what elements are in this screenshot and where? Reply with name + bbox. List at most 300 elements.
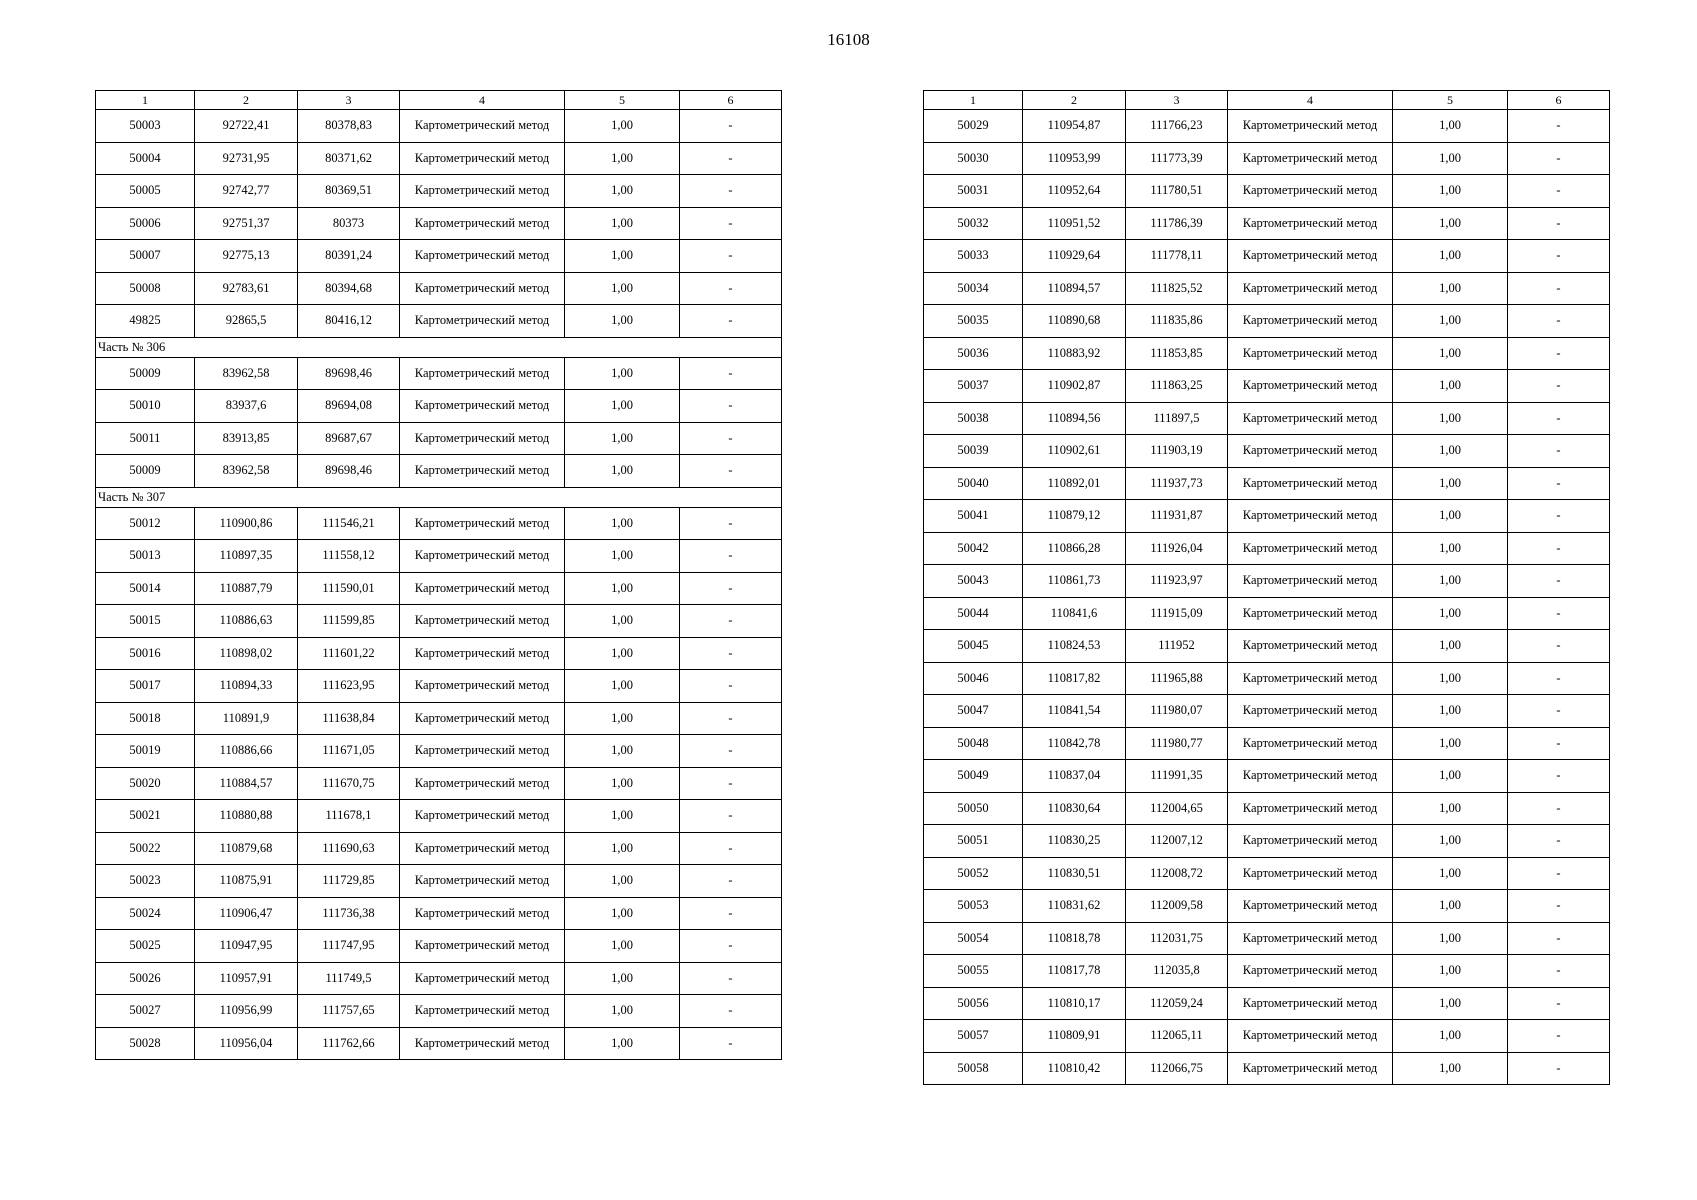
description-cell: - bbox=[1508, 435, 1610, 468]
method-cell: Картометрический метод bbox=[1228, 370, 1393, 403]
y-coordinate-cell: 112059,24 bbox=[1126, 987, 1228, 1020]
accuracy-cell: 1,00 bbox=[1393, 467, 1508, 500]
point-number-cell: 50025 bbox=[96, 930, 195, 963]
point-number-cell: 50032 bbox=[924, 207, 1023, 240]
description-cell: - bbox=[1508, 467, 1610, 500]
table-row bbox=[924, 402, 1610, 435]
point-number-cell: 50018 bbox=[96, 702, 195, 735]
y-coordinate-cell: 111897,5 bbox=[1126, 402, 1228, 435]
y-coordinate-cell: 80394,68 bbox=[298, 272, 400, 305]
coordinates-table-right bbox=[923, 90, 1610, 1085]
point-number-cell: 50007 bbox=[96, 240, 195, 273]
column-header: 5 bbox=[1393, 91, 1508, 110]
x-coordinate-cell: 110952,64 bbox=[1023, 175, 1126, 208]
x-coordinate-cell: 110891,9 bbox=[195, 702, 298, 735]
description-cell: - bbox=[680, 800, 782, 833]
method-cell: Картометрический метод bbox=[1228, 402, 1393, 435]
table-row bbox=[96, 357, 782, 390]
y-coordinate-cell: 80391,24 bbox=[298, 240, 400, 273]
y-coordinate-cell: 112008,72 bbox=[1126, 857, 1228, 890]
x-coordinate-cell: 110817,78 bbox=[1023, 955, 1126, 988]
description-cell: - bbox=[1508, 630, 1610, 663]
table-row bbox=[96, 110, 782, 143]
point-number-cell: 50016 bbox=[96, 637, 195, 670]
y-coordinate-cell: 111546,21 bbox=[298, 507, 400, 540]
point-number-cell: 50038 bbox=[924, 402, 1023, 435]
method-cell: Картометрический метод bbox=[1228, 857, 1393, 890]
x-coordinate-cell: 110954,87 bbox=[1023, 110, 1126, 143]
column-header: 5 bbox=[565, 91, 680, 110]
table-row bbox=[96, 605, 782, 638]
x-coordinate-cell: 110906,47 bbox=[195, 897, 298, 930]
table-row bbox=[924, 695, 1610, 728]
table-row bbox=[924, 370, 1610, 403]
accuracy-cell: 1,00 bbox=[1393, 857, 1508, 890]
x-coordinate-cell: 110947,95 bbox=[195, 930, 298, 963]
accuracy-cell: 1,00 bbox=[1393, 662, 1508, 695]
table-row bbox=[924, 305, 1610, 338]
point-number-cell: 50044 bbox=[924, 597, 1023, 630]
x-coordinate-cell: 110875,91 bbox=[195, 865, 298, 898]
description-cell: - bbox=[680, 670, 782, 703]
accuracy-cell: 1,00 bbox=[1393, 695, 1508, 728]
method-cell: Картометрический метод bbox=[1228, 922, 1393, 955]
accuracy-cell: 1,00 bbox=[565, 735, 680, 768]
table-row bbox=[924, 240, 1610, 273]
column-header: 4 bbox=[400, 91, 565, 110]
accuracy-cell: 1,00 bbox=[1393, 110, 1508, 143]
method-cell: Картометрический метод bbox=[400, 832, 565, 865]
section-label: Часть № 307 bbox=[96, 487, 782, 507]
method-cell: Картометрический метод bbox=[1228, 305, 1393, 338]
method-cell: Картометрический метод bbox=[1228, 337, 1393, 370]
y-coordinate-cell: 111853,85 bbox=[1126, 337, 1228, 370]
y-coordinate-cell: 112065,11 bbox=[1126, 1020, 1228, 1053]
table-row bbox=[96, 572, 782, 605]
table-row bbox=[924, 922, 1610, 955]
x-coordinate-cell: 92783,61 bbox=[195, 272, 298, 305]
method-cell: Картометрический метод bbox=[1228, 272, 1393, 305]
point-number-cell: 50041 bbox=[924, 500, 1023, 533]
y-coordinate-cell: 80416,12 bbox=[298, 305, 400, 338]
accuracy-cell: 1,00 bbox=[565, 240, 680, 273]
column-header: 1 bbox=[96, 91, 195, 110]
point-number-cell: 49825 bbox=[96, 305, 195, 338]
y-coordinate-cell: 111786,39 bbox=[1126, 207, 1228, 240]
table-row bbox=[924, 792, 1610, 825]
description-cell: - bbox=[1508, 825, 1610, 858]
y-coordinate-cell: 111937,73 bbox=[1126, 467, 1228, 500]
description-cell: - bbox=[680, 832, 782, 865]
y-coordinate-cell: 111965,88 bbox=[1126, 662, 1228, 695]
method-cell: Картометрический метод bbox=[1228, 955, 1393, 988]
description-cell: - bbox=[1508, 532, 1610, 565]
method-cell: Картометрический метод bbox=[400, 390, 565, 423]
point-number-cell: 50019 bbox=[96, 735, 195, 768]
description-cell: - bbox=[680, 865, 782, 898]
table-row bbox=[924, 987, 1610, 1020]
description-cell: - bbox=[680, 962, 782, 995]
x-coordinate-cell: 92865,5 bbox=[195, 305, 298, 338]
x-coordinate-cell: 110866,28 bbox=[1023, 532, 1126, 565]
y-coordinate-cell: 112007,12 bbox=[1126, 825, 1228, 858]
method-cell: Картометрический метод bbox=[1228, 175, 1393, 208]
y-coordinate-cell: 111766,23 bbox=[1126, 110, 1228, 143]
y-coordinate-cell: 89698,46 bbox=[298, 357, 400, 390]
accuracy-cell: 1,00 bbox=[1393, 435, 1508, 468]
description-cell: - bbox=[680, 272, 782, 305]
accuracy-cell: 1,00 bbox=[1393, 207, 1508, 240]
accuracy-cell: 1,00 bbox=[1393, 337, 1508, 370]
y-coordinate-cell: 111931,87 bbox=[1126, 500, 1228, 533]
y-coordinate-cell: 111923,97 bbox=[1126, 565, 1228, 598]
method-cell: Картометрический метод bbox=[1228, 890, 1393, 923]
accuracy-cell: 1,00 bbox=[1393, 727, 1508, 760]
method-cell: Картометрический метод bbox=[400, 637, 565, 670]
method-cell: Картометрический метод bbox=[400, 240, 565, 273]
method-cell: Картометрический метод bbox=[1228, 467, 1393, 500]
accuracy-cell: 1,00 bbox=[1393, 987, 1508, 1020]
method-cell: Картометрический метод bbox=[1228, 825, 1393, 858]
method-cell: Картометрический метод bbox=[400, 272, 565, 305]
accuracy-cell: 1,00 bbox=[1393, 630, 1508, 663]
x-coordinate-cell: 110810,17 bbox=[1023, 987, 1126, 1020]
accuracy-cell: 1,00 bbox=[565, 767, 680, 800]
description-cell: - bbox=[1508, 695, 1610, 728]
accuracy-cell: 1,00 bbox=[1393, 955, 1508, 988]
description-cell: - bbox=[1508, 565, 1610, 598]
y-coordinate-cell: 80369,51 bbox=[298, 175, 400, 208]
point-number-cell: 50021 bbox=[96, 800, 195, 833]
method-cell: Картометрический метод bbox=[1228, 597, 1393, 630]
y-coordinate-cell: 112031,75 bbox=[1126, 922, 1228, 955]
description-cell: - bbox=[680, 572, 782, 605]
point-number-cell: 50048 bbox=[924, 727, 1023, 760]
accuracy-cell: 1,00 bbox=[1393, 792, 1508, 825]
x-coordinate-cell: 110892,01 bbox=[1023, 467, 1126, 500]
x-coordinate-cell: 92742,77 bbox=[195, 175, 298, 208]
table-row bbox=[924, 760, 1610, 793]
method-cell: Картометрический метод bbox=[1228, 760, 1393, 793]
x-coordinate-cell: 110830,64 bbox=[1023, 792, 1126, 825]
table-row bbox=[924, 890, 1610, 923]
x-coordinate-cell: 110953,99 bbox=[1023, 142, 1126, 175]
y-coordinate-cell: 111825,52 bbox=[1126, 272, 1228, 305]
point-number-cell: 50043 bbox=[924, 565, 1023, 598]
x-coordinate-cell: 110830,51 bbox=[1023, 857, 1126, 890]
x-coordinate-cell: 110830,25 bbox=[1023, 825, 1126, 858]
description-cell: - bbox=[1508, 337, 1610, 370]
x-coordinate-cell: 110956,99 bbox=[195, 995, 298, 1028]
point-number-cell: 50013 bbox=[96, 540, 195, 573]
point-number-cell: 50008 bbox=[96, 272, 195, 305]
method-cell: Картометрический метод bbox=[1228, 565, 1393, 598]
accuracy-cell: 1,00 bbox=[565, 930, 680, 963]
y-coordinate-cell: 111678,1 bbox=[298, 800, 400, 833]
description-cell: - bbox=[680, 540, 782, 573]
method-cell: Картометрический метод bbox=[1228, 532, 1393, 565]
description-cell: - bbox=[1508, 1052, 1610, 1085]
description-cell: - bbox=[1508, 370, 1610, 403]
x-coordinate-cell: 83962,58 bbox=[195, 455, 298, 488]
column-header: 2 bbox=[1023, 91, 1126, 110]
accuracy-cell: 1,00 bbox=[565, 995, 680, 1028]
y-coordinate-cell: 89687,67 bbox=[298, 422, 400, 455]
method-cell: Картометрический метод bbox=[400, 995, 565, 1028]
accuracy-cell: 1,00 bbox=[1393, 500, 1508, 533]
point-number-cell: 50040 bbox=[924, 467, 1023, 500]
table-row bbox=[96, 735, 782, 768]
description-cell: - bbox=[680, 357, 782, 390]
point-number-cell: 50054 bbox=[924, 922, 1023, 955]
y-coordinate-cell: 111670,75 bbox=[298, 767, 400, 800]
table-row bbox=[924, 630, 1610, 663]
accuracy-cell: 1,00 bbox=[565, 897, 680, 930]
x-coordinate-cell: 110861,73 bbox=[1023, 565, 1126, 598]
table-row bbox=[924, 565, 1610, 598]
x-coordinate-cell: 110886,66 bbox=[195, 735, 298, 768]
accuracy-cell: 1,00 bbox=[565, 865, 680, 898]
point-number-cell: 50053 bbox=[924, 890, 1023, 923]
x-coordinate-cell: 110898,02 bbox=[195, 637, 298, 670]
y-coordinate-cell: 80371,62 bbox=[298, 142, 400, 175]
point-number-cell: 50055 bbox=[924, 955, 1023, 988]
header-row bbox=[924, 91, 1610, 110]
x-coordinate-cell: 110951,52 bbox=[1023, 207, 1126, 240]
method-cell: Картометрический метод bbox=[400, 572, 565, 605]
description-cell: - bbox=[1508, 597, 1610, 630]
method-cell: Картометрический метод bbox=[1228, 727, 1393, 760]
column-header: 2 bbox=[195, 91, 298, 110]
point-number-cell: 50012 bbox=[96, 507, 195, 540]
point-number-cell: 50015 bbox=[96, 605, 195, 638]
table-row bbox=[96, 175, 782, 208]
y-coordinate-cell: 111601,22 bbox=[298, 637, 400, 670]
point-number-cell: 50056 bbox=[924, 987, 1023, 1020]
description-cell: - bbox=[1508, 760, 1610, 793]
method-cell: Картометрический метод bbox=[1228, 435, 1393, 468]
point-number-cell: 50030 bbox=[924, 142, 1023, 175]
method-cell: Картометрический метод bbox=[400, 507, 565, 540]
accuracy-cell: 1,00 bbox=[1393, 825, 1508, 858]
description-cell: - bbox=[680, 175, 782, 208]
description-cell: - bbox=[680, 1027, 782, 1060]
description-cell: - bbox=[1508, 792, 1610, 825]
point-number-cell: 50005 bbox=[96, 175, 195, 208]
description-cell: - bbox=[1508, 142, 1610, 175]
description-cell: - bbox=[680, 897, 782, 930]
table-row bbox=[96, 240, 782, 273]
description-cell: - bbox=[680, 507, 782, 540]
coordinates-table-left bbox=[95, 90, 782, 1060]
header-row bbox=[96, 91, 782, 110]
description-cell: - bbox=[1508, 175, 1610, 208]
x-coordinate-cell: 110956,04 bbox=[195, 1027, 298, 1060]
accuracy-cell: 1,00 bbox=[1393, 597, 1508, 630]
point-number-cell: 50014 bbox=[96, 572, 195, 605]
method-cell: Картометрический метод bbox=[400, 735, 565, 768]
x-coordinate-cell: 110890,68 bbox=[1023, 305, 1126, 338]
accuracy-cell: 1,00 bbox=[565, 605, 680, 638]
method-cell: Картометрический метод bbox=[400, 305, 565, 338]
method-cell: Картометрический метод bbox=[400, 897, 565, 930]
accuracy-cell: 1,00 bbox=[565, 540, 680, 573]
method-cell: Картометрический метод bbox=[400, 540, 565, 573]
table-row bbox=[924, 467, 1610, 500]
accuracy-cell: 1,00 bbox=[565, 832, 680, 865]
method-cell: Картометрический метод bbox=[400, 142, 565, 175]
y-coordinate-cell: 111690,63 bbox=[298, 832, 400, 865]
y-coordinate-cell: 80378,83 bbox=[298, 110, 400, 143]
y-coordinate-cell: 111736,38 bbox=[298, 897, 400, 930]
table-row bbox=[924, 272, 1610, 305]
table-row bbox=[924, 597, 1610, 630]
accuracy-cell: 1,00 bbox=[565, 110, 680, 143]
accuracy-cell: 1,00 bbox=[565, 702, 680, 735]
x-coordinate-cell: 83937,6 bbox=[195, 390, 298, 423]
table-row bbox=[96, 455, 782, 488]
x-coordinate-cell: 110879,68 bbox=[195, 832, 298, 865]
y-coordinate-cell: 111980,77 bbox=[1126, 727, 1228, 760]
description-cell: - bbox=[680, 110, 782, 143]
point-number-cell: 50006 bbox=[96, 207, 195, 240]
table-row bbox=[96, 540, 782, 573]
accuracy-cell: 1,00 bbox=[1393, 402, 1508, 435]
description-cell: - bbox=[680, 455, 782, 488]
accuracy-cell: 1,00 bbox=[565, 305, 680, 338]
page-number: 16108 bbox=[827, 30, 870, 49]
y-coordinate-cell: 80373 bbox=[298, 207, 400, 240]
description-cell: - bbox=[680, 240, 782, 273]
description-cell: - bbox=[1508, 955, 1610, 988]
description-cell: - bbox=[1508, 922, 1610, 955]
table-row bbox=[924, 337, 1610, 370]
table-row bbox=[96, 930, 782, 963]
table-row bbox=[96, 305, 782, 338]
y-coordinate-cell: 111599,85 bbox=[298, 605, 400, 638]
y-coordinate-cell: 111926,04 bbox=[1126, 532, 1228, 565]
point-number-cell: 50028 bbox=[96, 1027, 195, 1060]
table-row bbox=[96, 897, 782, 930]
table-row bbox=[96, 962, 782, 995]
x-coordinate-cell: 92722,41 bbox=[195, 110, 298, 143]
method-cell: Картометрический метод bbox=[1228, 987, 1393, 1020]
x-coordinate-cell: 110894,33 bbox=[195, 670, 298, 703]
point-number-cell: 50027 bbox=[96, 995, 195, 1028]
x-coordinate-cell: 110902,61 bbox=[1023, 435, 1126, 468]
x-coordinate-cell: 110880,88 bbox=[195, 800, 298, 833]
description-cell: - bbox=[1508, 240, 1610, 273]
section-row bbox=[96, 487, 782, 507]
y-coordinate-cell: 111773,39 bbox=[1126, 142, 1228, 175]
y-coordinate-cell: 111747,95 bbox=[298, 930, 400, 963]
method-cell: Картометрический метод bbox=[1228, 630, 1393, 663]
description-cell: - bbox=[1508, 272, 1610, 305]
description-cell: - bbox=[1508, 305, 1610, 338]
y-coordinate-cell: 111835,86 bbox=[1126, 305, 1228, 338]
table-row bbox=[924, 142, 1610, 175]
column-header: 1 bbox=[924, 91, 1023, 110]
description-cell: - bbox=[680, 305, 782, 338]
point-number-cell: 50029 bbox=[924, 110, 1023, 143]
y-coordinate-cell: 112009,58 bbox=[1126, 890, 1228, 923]
column-header: 6 bbox=[1508, 91, 1610, 110]
x-coordinate-cell: 110894,57 bbox=[1023, 272, 1126, 305]
method-cell: Картометрический метод bbox=[400, 207, 565, 240]
method-cell: Картометрический метод bbox=[1228, 792, 1393, 825]
table-row bbox=[924, 1052, 1610, 1085]
method-cell: Картометрический метод bbox=[1228, 500, 1393, 533]
description-cell: - bbox=[1508, 890, 1610, 923]
table-row bbox=[924, 727, 1610, 760]
accuracy-cell: 1,00 bbox=[565, 800, 680, 833]
accuracy-cell: 1,00 bbox=[565, 962, 680, 995]
point-number-cell: 50023 bbox=[96, 865, 195, 898]
y-coordinate-cell: 112004,65 bbox=[1126, 792, 1228, 825]
x-coordinate-cell: 110900,86 bbox=[195, 507, 298, 540]
table-row bbox=[96, 800, 782, 833]
point-number-cell: 50017 bbox=[96, 670, 195, 703]
table-row bbox=[924, 175, 1610, 208]
point-number-cell: 50020 bbox=[96, 767, 195, 800]
x-coordinate-cell: 110837,04 bbox=[1023, 760, 1126, 793]
description-cell: - bbox=[1508, 987, 1610, 1020]
accuracy-cell: 1,00 bbox=[565, 142, 680, 175]
table-row bbox=[96, 832, 782, 865]
point-number-cell: 50009 bbox=[96, 455, 195, 488]
method-cell: Картометрический метод bbox=[400, 702, 565, 735]
method-cell: Картометрический метод bbox=[400, 767, 565, 800]
point-number-cell: 50022 bbox=[96, 832, 195, 865]
section-row bbox=[96, 337, 782, 357]
accuracy-cell: 1,00 bbox=[1393, 305, 1508, 338]
y-coordinate-cell: 111915,09 bbox=[1126, 597, 1228, 630]
accuracy-cell: 1,00 bbox=[565, 390, 680, 423]
point-number-cell: 50039 bbox=[924, 435, 1023, 468]
accuracy-cell: 1,00 bbox=[1393, 1052, 1508, 1085]
x-coordinate-cell: 92775,13 bbox=[195, 240, 298, 273]
accuracy-cell: 1,00 bbox=[1393, 922, 1508, 955]
column-header: 3 bbox=[1126, 91, 1228, 110]
y-coordinate-cell: 111980,07 bbox=[1126, 695, 1228, 728]
column-header: 4 bbox=[1228, 91, 1393, 110]
table-row bbox=[96, 1027, 782, 1060]
x-coordinate-cell: 110841,54 bbox=[1023, 695, 1126, 728]
point-number-cell: 50011 bbox=[96, 422, 195, 455]
accuracy-cell: 1,00 bbox=[1393, 240, 1508, 273]
x-coordinate-cell: 110817,82 bbox=[1023, 662, 1126, 695]
section-label: Часть № 306 bbox=[96, 337, 782, 357]
description-cell: - bbox=[680, 142, 782, 175]
point-number-cell: 50057 bbox=[924, 1020, 1023, 1053]
description-cell: - bbox=[680, 995, 782, 1028]
x-coordinate-cell: 92731,95 bbox=[195, 142, 298, 175]
description-cell: - bbox=[680, 702, 782, 735]
description-cell: - bbox=[1508, 1020, 1610, 1053]
description-cell: - bbox=[680, 930, 782, 963]
x-coordinate-cell: 110897,35 bbox=[195, 540, 298, 573]
table-row bbox=[96, 390, 782, 423]
table-row bbox=[96, 507, 782, 540]
accuracy-cell: 1,00 bbox=[565, 272, 680, 305]
accuracy-cell: 1,00 bbox=[565, 1027, 680, 1060]
x-coordinate-cell: 110894,56 bbox=[1023, 402, 1126, 435]
method-cell: Картометрический метод bbox=[400, 175, 565, 208]
y-coordinate-cell: 111757,65 bbox=[298, 995, 400, 1028]
method-cell: Картометрический метод bbox=[400, 357, 565, 390]
x-coordinate-cell: 110886,63 bbox=[195, 605, 298, 638]
point-number-cell: 50042 bbox=[924, 532, 1023, 565]
